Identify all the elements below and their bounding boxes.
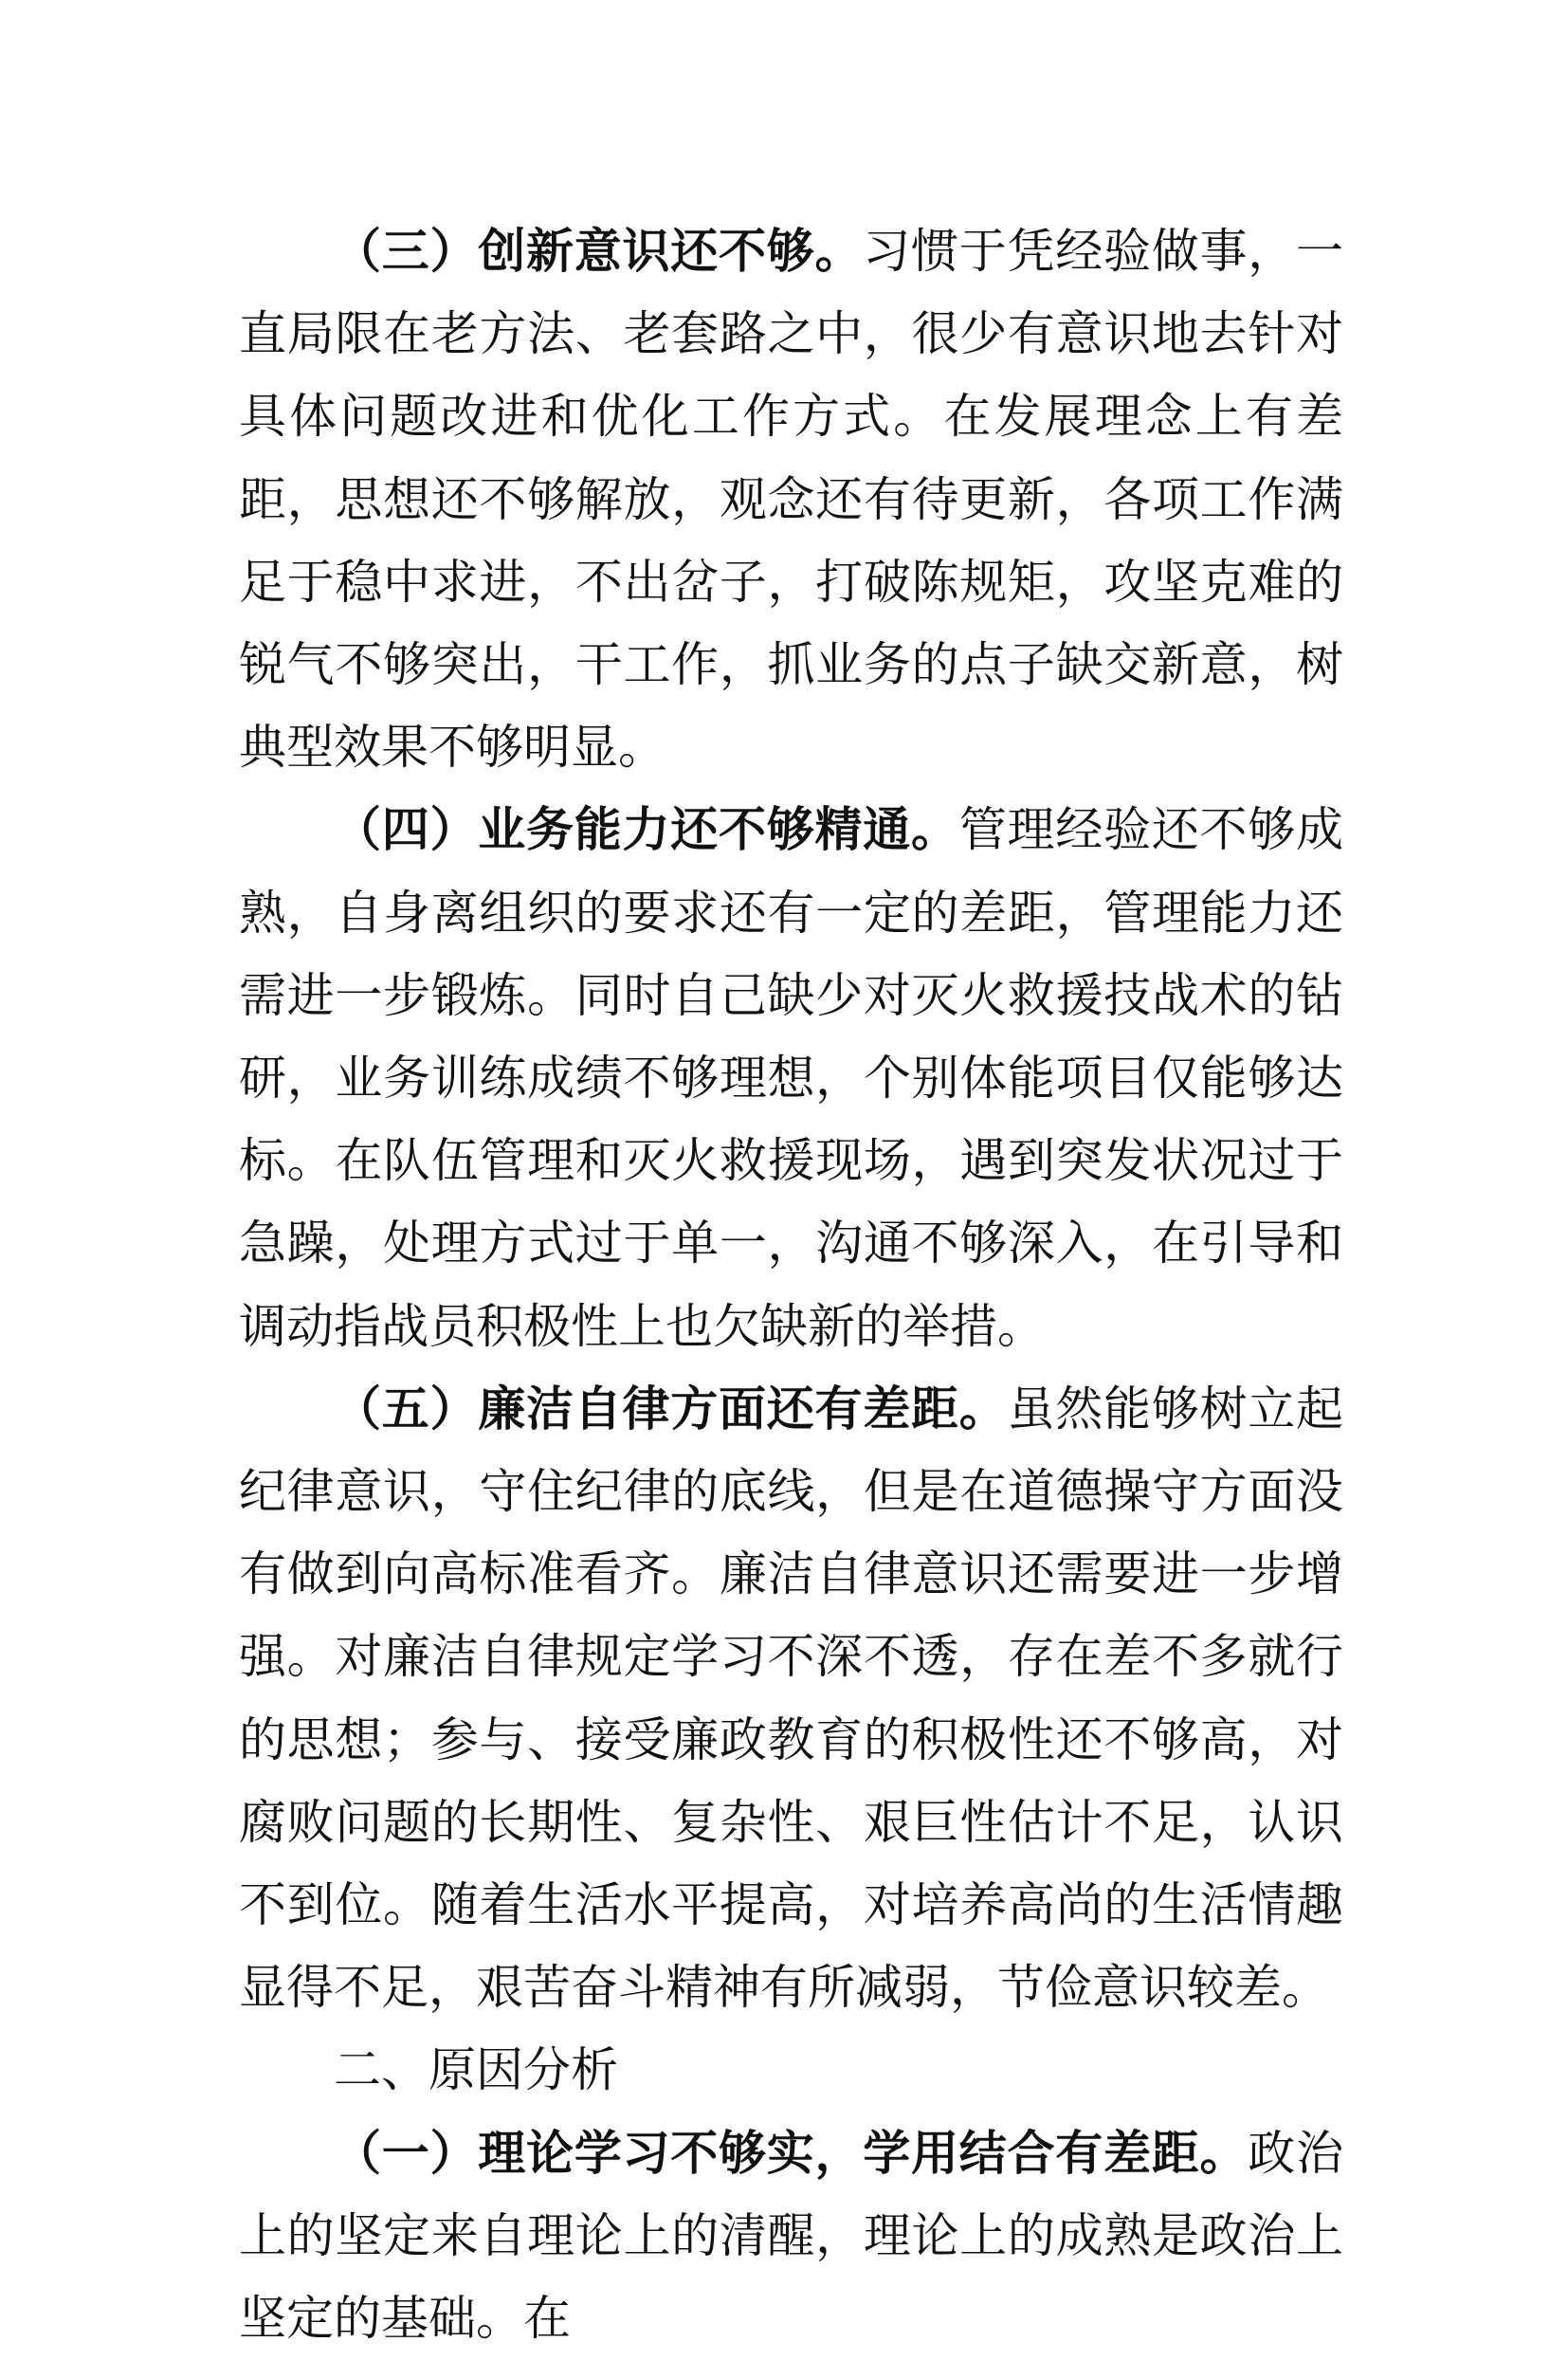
paragraph-text: 虽然能够树立起纪律意识，守住纪律的底线，但是在道德操守方面没有做到向高标准看齐。廉洁自律意识还需要进一步增强。对廉洁自律规定学习不深不透，存在差不多就行的思想；参与、接受廉政教育的积极性还不够高，对腐败问题的长期性、复杂性、艰巨性估计不足，认识不到位。随着生活水平提高，对培养高尚的生活情趣显得不足，艰苦奋斗精神有所减弱，节俭意识较差。 [239,1381,1343,2016]
paragraph-text: 政治上的坚定来自理论上的清醒，理论上的成熟是政治上坚定的基础。在 [239,2125,1343,2347]
paragraph-text: 管理经验还不够成熟，自身离组织的要求还有一定的差距，管理能力还需进一步锻炼。同时自己缺少对灭火救援技战术的钻研，业务训练成绩不够理想，个别体能项目仅能够达标。在队伍管理和灭火救援现场，遇到突发状况过于急躁，处理方式过于单一，沟通不够深入，在引导和调动指战员积极性上也欠缺新的举措。 [239,802,1343,1354]
document-body [239,210,1343,2360]
paragraph-integrity [239,1368,1343,2030]
section-heading-cause-analysis [239,2029,1343,2112]
paragraph-text: 习惯于凭经验做事，一直局限在老方法、老套路之中，很少有意识地去针对具体问题改进和优化工作方式。在发展理念上有差距，思想还不够解放，观念还有待更新，各项工作满足于稳中求进，不出岔子，打破陈规矩，攻坚克难的锐气不够突出，干工作，抓业务的点子缺交新意，树典型效果不够明显。 [239,224,1343,776]
paragraph-innovation [239,210,1343,789]
paragraph-heading: （四）业务能力还不够精通。 [334,802,959,858]
paragraph-theory-study [239,2113,1343,2360]
section-heading-text: 二、原因分析 [334,2042,618,2098]
paragraph-heading: （五）廉洁自律方面还有差距。 [334,1381,1008,1436]
paragraph-heading: （三）创新意识还不够。 [334,224,864,279]
paragraph-business-ability [239,789,1343,1367]
paragraph-heading: （一）理论学习不够实，学用结合有差距。 [334,2125,1249,2181]
